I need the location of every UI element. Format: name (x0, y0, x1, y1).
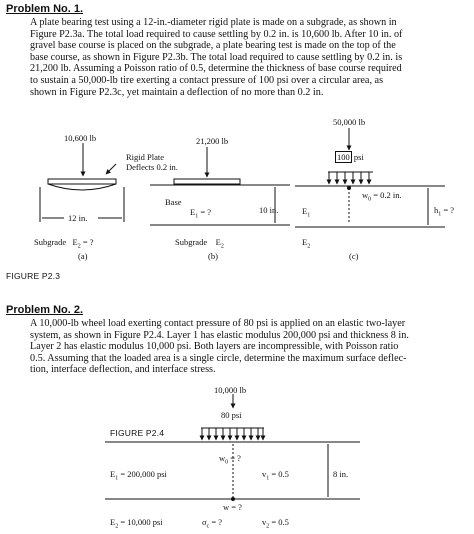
e2-label-c: $E_2$ (302, 237, 311, 250)
figure-tag-a: (a) (78, 251, 88, 261)
load-label-p24: 10,000 lb (214, 385, 247, 395)
subgrade-label-b: Subgrade $E_2$ (175, 237, 224, 250)
text-line: 21,200 lb. Assuming a Poisson ratio of 0.5, determine the thickness of base course required (30, 63, 402, 75)
text-line: 0.5. Assuming that the loaded area is a single circle, determine the maximum surface deflec- (30, 352, 407, 364)
diameter-label-a: 12 in. (68, 213, 88, 223)
pressure-label-p24: 80 psi (221, 410, 242, 420)
problem-1-heading: Problem No. 1. (6, 3, 84, 15)
e1-label-p24: $E_1 = 200,000$ psi (110, 469, 167, 482)
thickness-label-p24: 8 in. (333, 469, 349, 479)
text-line: Figure P2.3a. The total load required to cause settling by 0.2 in. is 10,600 lb. After 10 in. of (30, 28, 403, 40)
e1-label-c: $E_1$ (302, 206, 311, 219)
figure-tag-b: (b) (208, 251, 218, 261)
interface-point-p24 (232, 498, 235, 501)
text-line: to sustain a 50,000-lb tire exerting a contact pressure of 100 psi over a circular area, as (30, 74, 384, 86)
rigid-plate-label: Rigid Plate (126, 152, 165, 162)
v2-label-p24: $v_2 = 0.5$ (262, 517, 289, 530)
text-line: Layer 2 has elastic modulus 10,000 psi. Both layers are incompressible, with Poisson ratio (30, 341, 399, 353)
w0-label-c: $w_0 = 0.2$ in. (362, 190, 402, 203)
v1-label-p24: $v_1 = 0.5$ (262, 469, 289, 482)
text-line: base course, as shown in Figure P2.3b. The total load required to cause settling by 0.2 in. is (30, 51, 403, 63)
figure-tag-c: (c) (349, 251, 359, 261)
e2-label-p24: $E_2 = 10,000$ psi (110, 517, 163, 530)
base-label-b: Base (165, 197, 182, 207)
text-line: A plate bearing test using a 12-in.-diameter rigid plate is made on a subgrade, as shown in (30, 17, 397, 28)
pressure-arrows-p24 (201, 428, 264, 440)
e1-label-b: $E_1$ = ? (190, 207, 212, 220)
text-line: A 10,000-lb wheel load exerting contact pressure of 80 psi is applied on an elastic two-layer (30, 318, 406, 329)
load-label-c: 50,000 lb (333, 117, 366, 127)
w0-label-p24: $w_0$ = ? (219, 453, 241, 466)
thickness-label-b: 10 in. (259, 205, 279, 215)
load-label-a: 10,600 lb (64, 133, 97, 143)
pressure-label-c: 100 psi (337, 152, 364, 162)
sigma-label-p24: $\sigma_c$ = ? (202, 517, 223, 530)
subgrade-label-a: Subgrade $E_2$ = ? (34, 237, 94, 250)
text-line: shown in Figure P2.3c, yet maintain a deflection of no more than 0.2 in. (30, 86, 324, 98)
text-line: gravel base course is placed on the subgrade, a plate bearing test is made on the top of the (30, 40, 396, 52)
deflects-label: Deflects 0.2 in. (126, 162, 178, 172)
load-label-b: 21,200 lb (196, 136, 229, 146)
text-line: system, as shown in Figure P2.4. Layer 1 has elastic modulus 200,000 psi and thickness 8 in. (30, 329, 409, 341)
w-label-p24: w = ? (223, 502, 242, 512)
figure-p2-3-caption: FIGURE P2.3 (6, 271, 61, 281)
figure-p2-4-caption: FIGURE P2.4 (110, 428, 165, 438)
h1-label-c: $h_1$ = ? (434, 205, 455, 218)
problem-2-heading: Problem No. 2. (6, 304, 84, 316)
text-line: tion, interface deflection, and interface stress. (30, 364, 216, 376)
